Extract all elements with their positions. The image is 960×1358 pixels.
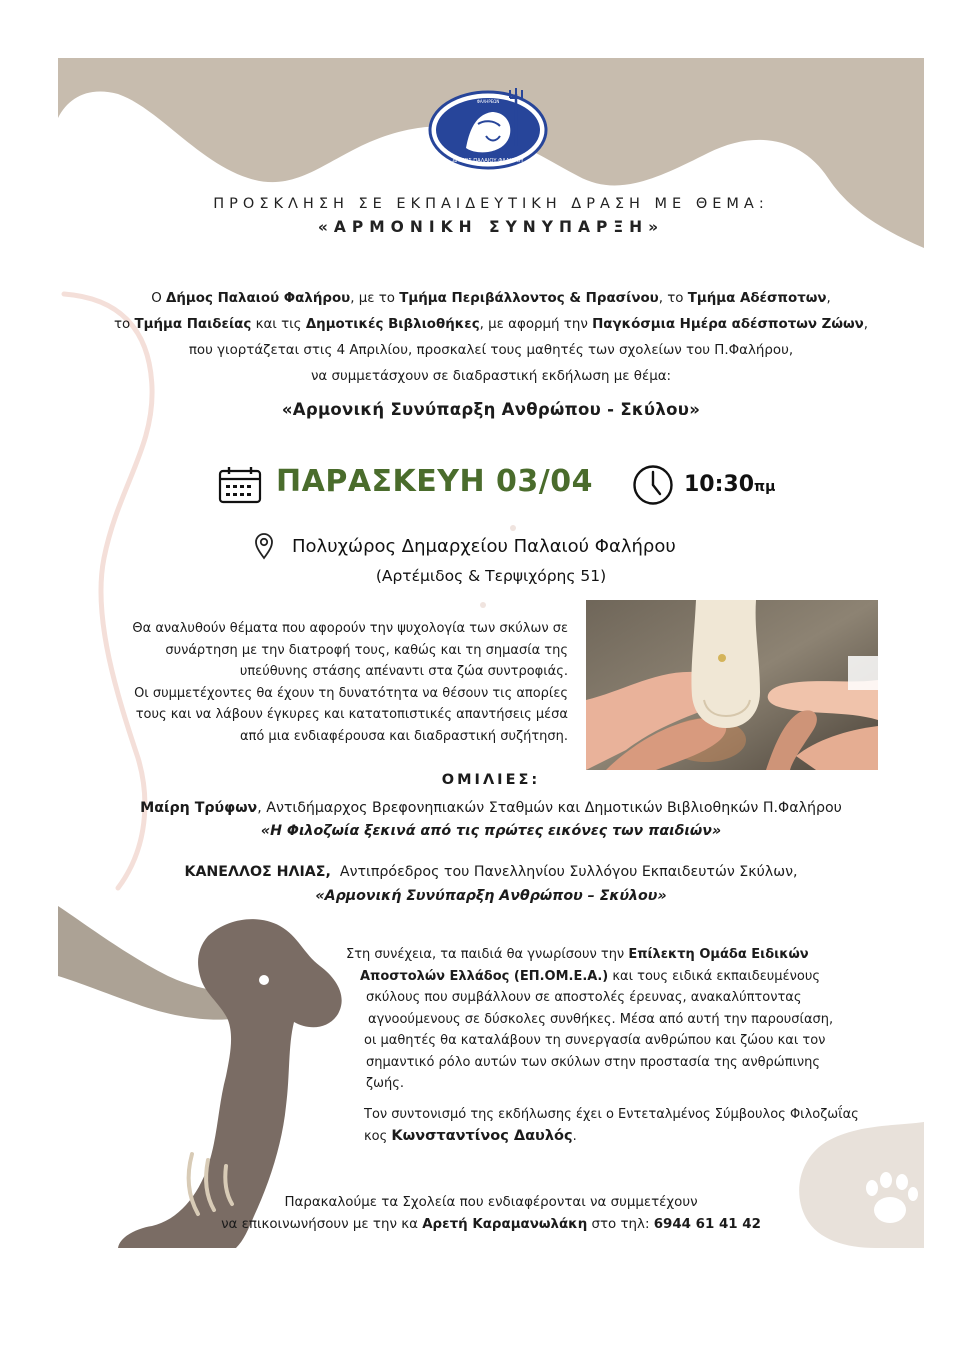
location-pin-icon <box>254 532 274 560</box>
contact-phone[interactable]: 6944 61 41 42 <box>653 1217 761 1232</box>
speaker-1-role: , Αντιδήμαρχος Βρεφονηπιακών Σταθμών και Δημοτικών Βιβλιοθηκών Π.Φαλήρου <box>257 800 842 816</box>
speaker-1-talk-title: «Η Φιλοζωία ξεκινά από τις πρώτες εικόνες των παιδιών» <box>260 823 722 839</box>
team-line-5: οι μαθητές θα καταλάβουν τη συνεργασία ανθρώπου και ζώου και τον <box>364 1033 826 1048</box>
venue-address: (Αρτέμιδος & Τερψιχόρης 51) <box>375 567 607 585</box>
contact-line-2: να επικοινωνήσουν με την κα Αρετή Καραμανωλάκη στο τηλ: 6944 61 41 42 <box>221 1217 761 1232</box>
svg-text:ΦΑΛΗΡΕΩΝ: ΦΑΛΗΡΕΩΝ <box>476 99 500 104</box>
description-line: τους και να λάβουν έγκυρες και κατατοπιστικές απαντήσεις μέσα <box>135 707 568 722</box>
speaker-2-role: Αντιπρόεδρος του Πανελληνίου Συλλόγου Εκπαιδευτών Σκύλων, <box>330 864 798 880</box>
hands-and-paw-photo <box>586 600 878 770</box>
coordination-line-2: κος Κωνσταντίνος Δαυλός. <box>364 1127 577 1144</box>
invitation-heading: ΠΡΟΣΚΛΗΣΗ ΣΕ ΕΚΠΑΙΔΕΥΤΙΚΗ ΔΡΑΣΗ ΜΕ ΘΕΜΑ: <box>213 196 769 212</box>
svg-text:ΔΗΜΟΣ ΠΑΛΑΙΟΥ ΦΑΛΗΡΟΥ: ΔΗΜΟΣ ΠΑΛΑΙΟΥ ΦΑΛΗΡΟΥ <box>452 158 524 164</box>
decor-dot <box>510 525 516 531</box>
team-paragraph <box>346 944 856 1095</box>
contact-line-1: Παρακαλούμε τα Σχολεία που ενδιαφέρονται να συμμετέχουν <box>284 1195 698 1210</box>
municipality-logo <box>426 86 550 170</box>
speaker-2-talk-title: «Αρμονική Συνύπαρξη Ανθρώπου – Σκύλου» <box>315 888 667 904</box>
description-line: Θα αναλυθούν θέματα που αφορούν την ψυχολογία των σκύλων σε <box>132 621 568 636</box>
speakers-heading: ΟΜΙΛΙΕΣ: <box>441 772 541 788</box>
team-line-2: Αποστολών Ελλάδος (ΕΠ.ΟΜ.Ε.Α.) και τους ειδικά εκπαιδευμένους <box>360 968 820 984</box>
intro-line-1: Ο Δήμος Παλαιού Φαλήρου, με το Τμήμα Περιβάλλοντος & Πρασίνου, το Τμήμα Αδέσποτων, <box>151 291 831 306</box>
event-date: ΠΑΡΑΣΚΕΥΗ 03/04 <box>276 464 593 499</box>
team-line-6: σημαντικό ρόλο αυτών των σκύλων στην προστασία της ανθρώπινης ζωής. <box>366 1054 821 1091</box>
coordination-line-1: Τον συντονισμό της εκδήλωσης έχει ο Εντεταλμένος Σύμβουλος Φιλοζωΐας <box>364 1107 859 1122</box>
venue-name: Πολυχώρος Δημαρχείου Παλαιού Φαλήρου <box>292 536 676 557</box>
intro-line-4: να συμμετάσχουν σε διαδραστική εκδήλωση με θέμα: <box>310 369 672 384</box>
description-line: συνάρτηση με την διατροφή τους, καθώς και τη σημασία της <box>165 642 568 658</box>
invitation-poster <box>58 58 924 1248</box>
decor-dot <box>480 602 486 608</box>
description-line: από μια ενδιαφέρουσα και διαδραστική συζήτηση. <box>239 728 568 744</box>
intro-line-2: το Τμήμα Παιδείας και τις Δημοτικές Βιβλιοθήκες, με αφορμή την Παγκόσμια Ημέρα αδέσποτων Ζώων, <box>113 317 869 332</box>
team-line-3: σκύλους που συμβάλλουν σε αποστολές έρευνας, ανακαλύπτοντας <box>366 990 802 1005</box>
speaker-2 <box>58 864 924 880</box>
intro-line-3: που γιορτάζεται στις 4 Απριλίου, προσκαλεί τους μαθητές των σχολείων του Π.Φαλήρου, <box>188 343 794 358</box>
clock-icon <box>632 464 674 506</box>
speaker-1-name: Μαίρη Τρύφων <box>140 800 258 816</box>
description-line: υπεύθυνης στάσης απέναντι στα ζώα συντροφιάς. <box>239 664 568 679</box>
event-topic: «Αρμονική Συνύπαρξη Ανθρώπου - Σκύλου» <box>281 400 701 419</box>
description-line: Οι συμμετέχοντες θα έχουν τη δυνατότητα να θέσουν τις απορίες <box>134 685 568 701</box>
description-paragraph <box>108 618 568 747</box>
speaker-2-name: ΚΑΝΕΛΛΟΣ ΗΛΙΑΣ, <box>184 864 331 880</box>
contact-person: Αρετή Καραμανωλάκη <box>422 1217 588 1232</box>
team-line-4: αγνοούμενους σε δύσκολες συνθήκες. Μέσα από αυτή την παρουσίαση, <box>368 1011 834 1027</box>
team-line-1: Στη συνέχεια, τα παιδιά θα γνωρίσουν την Επίλεκτη Ομάδα Ειδικών <box>346 947 809 962</box>
calendar-icon <box>218 466 262 504</box>
event-time: 10:30πμ <box>684 472 776 497</box>
contact-paragraph <box>58 1192 924 1236</box>
speaker-1 <box>58 800 924 816</box>
invitation-theme: «ΑΡΜΟΝΙΚΗ ΣΥΝΥΠΑΡΞΗ» <box>317 218 665 236</box>
intro-paragraph <box>78 286 904 390</box>
